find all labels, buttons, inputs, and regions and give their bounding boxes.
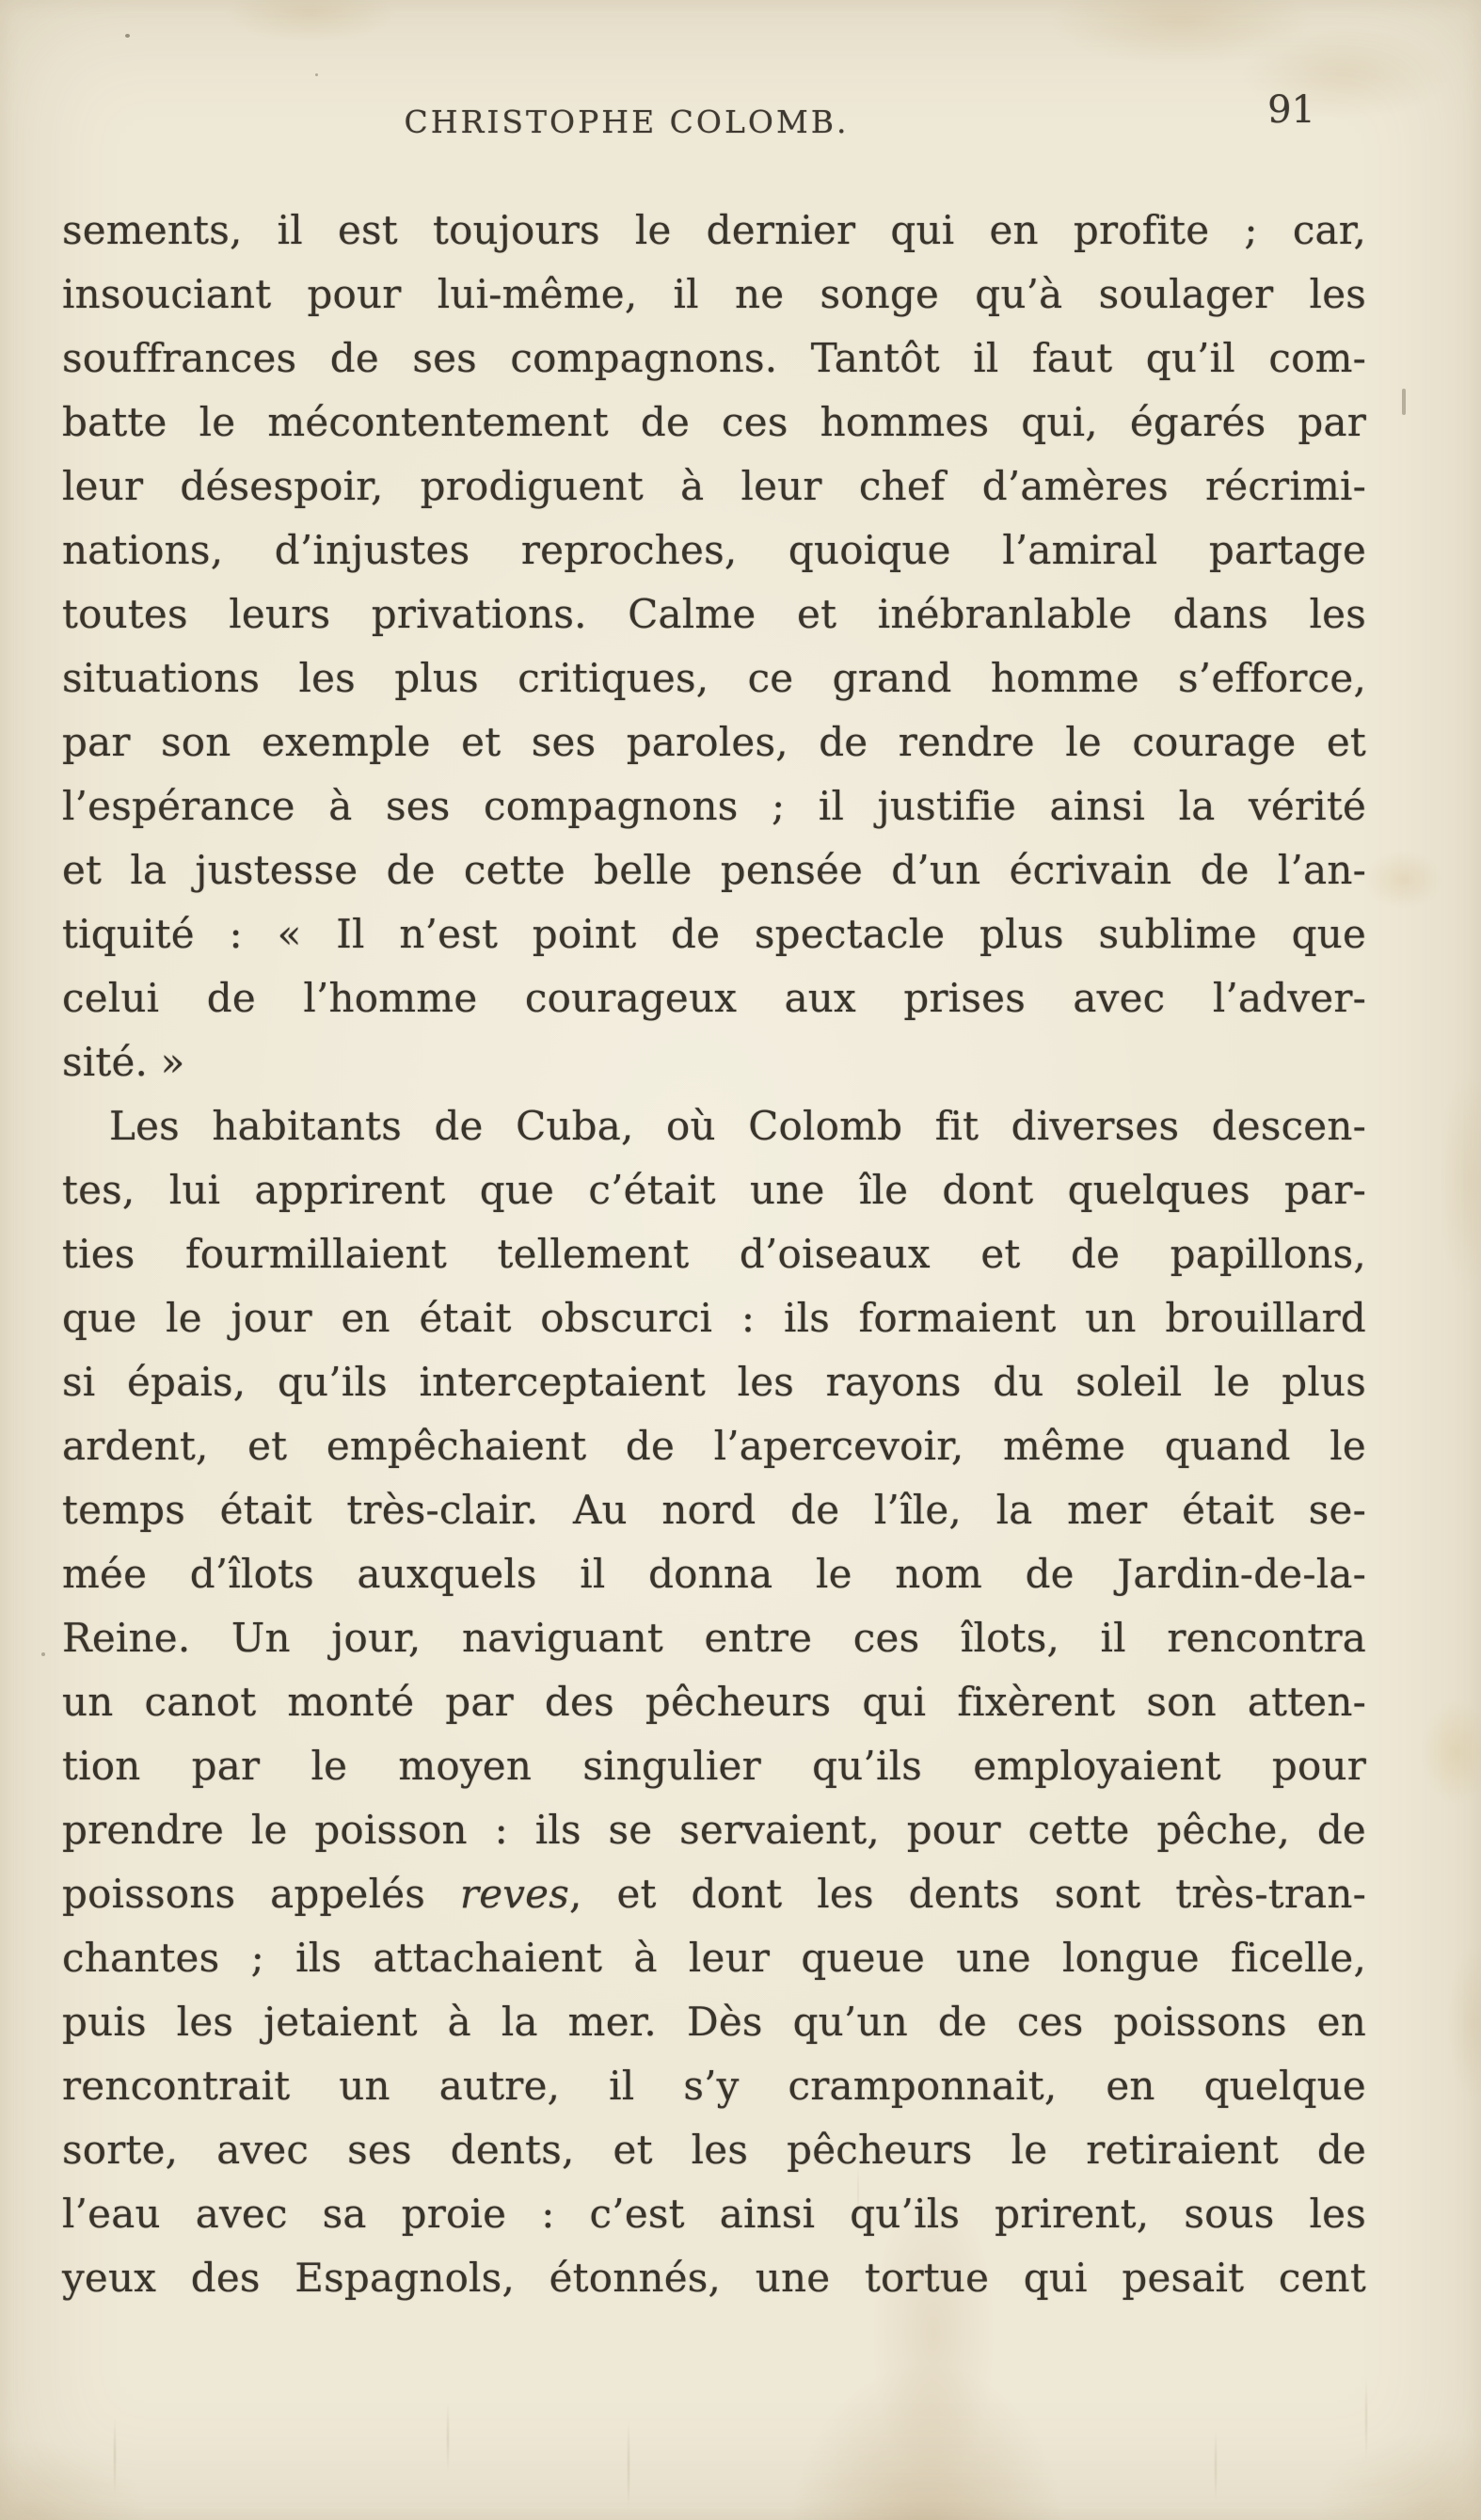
text-run: rencontrait un autre, il s’y cramponnait, en quelque bbox=[62, 2063, 1366, 2109]
text-line bbox=[62, 838, 1366, 902]
ink-speck bbox=[315, 73, 318, 76]
text-run: prendre le poisson : ils se servaient, pour cette pêche, de bbox=[62, 1807, 1366, 1853]
italic-term: reves bbox=[459, 1871, 569, 1917]
text-line bbox=[62, 1222, 1366, 1286]
text-line bbox=[62, 1798, 1366, 1862]
text-line bbox=[62, 1670, 1366, 1734]
text-line bbox=[62, 1350, 1366, 1414]
text-run: chantes ; ils attachaient à leur queue une longue ficelle, bbox=[62, 1935, 1366, 1981]
text-line bbox=[62, 646, 1366, 710]
text-run: Reine. Un jour, naviguant entre ces îlots, il rencontra bbox=[62, 1615, 1366, 1661]
text-run: Les habitants de Cuba, où Colomb fit diverses descen- bbox=[109, 1103, 1366, 1149]
text-line bbox=[62, 1542, 1366, 1606]
text-line bbox=[62, 1926, 1366, 1990]
text-line bbox=[62, 1414, 1366, 1478]
text-run: sité. » bbox=[62, 1039, 185, 1085]
text-run: l’eau avec sa proie : c’est ainsi qu’ils prirent, sous les bbox=[62, 2191, 1366, 2237]
text-line bbox=[62, 774, 1366, 838]
text-line bbox=[62, 1990, 1366, 2054]
text-run: puis les jetaient à la mer. Dès qu’un de ces poissons en bbox=[62, 1999, 1366, 2045]
ink-speck bbox=[125, 34, 130, 38]
text-line bbox=[62, 966, 1366, 1030]
text-line bbox=[62, 1030, 1366, 1094]
text-run: , et dont les dents sont très-tran- bbox=[569, 1871, 1366, 1917]
text-run: ardent, et empêchaient de l’apercevoir, même quand le bbox=[62, 1423, 1366, 1469]
text-line bbox=[62, 1286, 1366, 1350]
text-line bbox=[62, 1606, 1366, 1670]
text-line bbox=[62, 455, 1366, 518]
text-line bbox=[62, 1862, 1366, 1926]
text-run: situations les plus critiques, ce grand homme s’efforce, bbox=[62, 655, 1366, 701]
text-run: toutes leurs privations. Calme et inébranlable dans les bbox=[62, 591, 1366, 637]
text-run: temps était très-clair. Au nord de l’île, la mer était se- bbox=[62, 1487, 1366, 1533]
text-line bbox=[62, 2054, 1366, 2118]
text-run: par son exemple et ses paroles, de rendre le courage et bbox=[62, 719, 1366, 765]
margin-mark bbox=[1402, 389, 1406, 415]
text-line bbox=[62, 902, 1366, 966]
text-line bbox=[62, 1734, 1366, 1798]
text-line bbox=[62, 391, 1366, 455]
text-run: tes, lui apprirent que c’était une île dont quelques par- bbox=[62, 1167, 1366, 1213]
running-title: CHRISTOPHE COLOMB. bbox=[404, 104, 850, 140]
text-line bbox=[62, 710, 1366, 774]
text-line bbox=[62, 199, 1366, 263]
text-run: sorte, avec ses dents, et les pêcheurs le retiraient de bbox=[62, 2127, 1366, 2173]
text-run: et la justesse de cette belle pensée d’un écrivain de l’an- bbox=[62, 847, 1366, 893]
text-run: mée d’îlots auxquels il donna le nom de Jardin-de-la- bbox=[62, 1551, 1366, 1597]
text-line bbox=[62, 1094, 1366, 1158]
text-line bbox=[62, 263, 1366, 327]
text-run: si épais, qu’ils interceptaient les rayons du soleil le plus bbox=[62, 1359, 1366, 1405]
text-run: ties fourmillaient tellement d’oiseaux et de papillons, bbox=[62, 1231, 1366, 1277]
text-run: nations, d’injustes reproches, quoique l’amiral partage bbox=[62, 527, 1366, 573]
text-run: celui de l’homme courageux aux prises avec l’adver- bbox=[62, 975, 1366, 1021]
text-line bbox=[62, 582, 1366, 646]
text-run: tiquité : « Il n’est point de spectacle plus sublime que bbox=[62, 911, 1366, 957]
page-number: 91 bbox=[1267, 88, 1315, 132]
text-line bbox=[62, 1478, 1366, 1542]
text-line bbox=[62, 1158, 1366, 1222]
text-line bbox=[62, 327, 1366, 391]
text-line bbox=[62, 2246, 1366, 2310]
page-text bbox=[62, 199, 1366, 2310]
ink-speck bbox=[41, 1652, 45, 1656]
text-run: un canot monté par des pêcheurs qui fixèrent son atten- bbox=[62, 1679, 1366, 1725]
text-line bbox=[62, 2182, 1366, 2246]
text-line bbox=[62, 2118, 1366, 2182]
text-run: l’espérance à ses compagnons ; il justifie ainsi la vérité bbox=[62, 783, 1366, 829]
text-run: yeux des Espagnols, étonnés, une tortue qui pesait cent bbox=[62, 2255, 1366, 2301]
text-run: que le jour en était obscurci : ils formaient un brouillard bbox=[62, 1295, 1366, 1341]
text-run: batte le mécontentement de ces hommes qui, égarés par bbox=[62, 399, 1366, 445]
text-run: tion par le moyen singulier qu’ils employaient pour bbox=[62, 1743, 1366, 1789]
page-header bbox=[58, 88, 1366, 147]
text-run: souffrances de ses compagnons. Tantôt il faut qu’il com- bbox=[62, 335, 1366, 381]
text-run: leur désespoir, prodiguent à leur chef d’amères récrimi- bbox=[62, 463, 1366, 509]
text-run: poissons appelés bbox=[62, 1871, 460, 1917]
text-run: sements, il est toujours le dernier qui en profite ; car, bbox=[62, 207, 1366, 253]
text-run: insouciant pour lui-même, il ne songe qu’à soulager les bbox=[62, 271, 1366, 317]
text-line bbox=[62, 518, 1366, 582]
